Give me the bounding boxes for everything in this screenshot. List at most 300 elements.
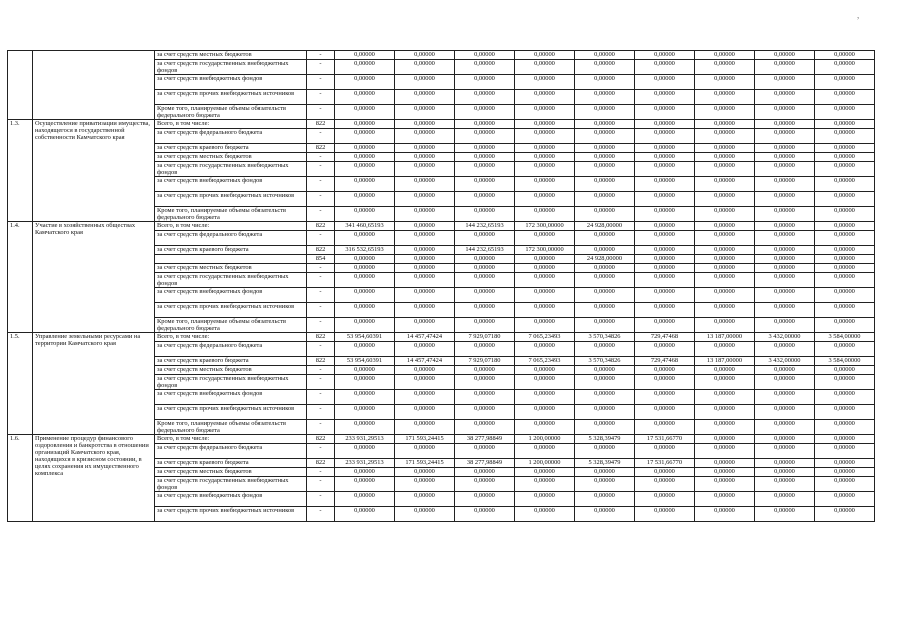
- amount-cell: 0,00000: [815, 492, 875, 507]
- budget-code: 822: [307, 435, 335, 444]
- amount-cell: 0,00000: [755, 120, 815, 129]
- amount-cell: 0,00000: [455, 207, 515, 222]
- amount-cell: 0,00000: [635, 207, 695, 222]
- amount-cell: 17 531,66770: [635, 435, 695, 444]
- amount-cell: 0,00000: [395, 288, 455, 303]
- amount-cell: 0,00000: [455, 192, 515, 207]
- budget-code: -: [307, 492, 335, 507]
- amount-cell: 0,00000: [815, 192, 875, 207]
- budget-code: -: [307, 507, 335, 522]
- budget-code: -: [307, 105, 335, 120]
- amount-cell: 0,00000: [635, 162, 695, 177]
- amount-cell: 0,00000: [515, 51, 575, 60]
- amount-cell: 0,00000: [335, 264, 395, 273]
- amount-cell: 0,00000: [455, 366, 515, 375]
- amount-cell: 0,00000: [755, 51, 815, 60]
- amount-cell: 0,00000: [575, 105, 635, 120]
- funding-source-label: за счет средств прочих внебюджетных источников: [155, 507, 307, 522]
- amount-cell: 0,00000: [335, 105, 395, 120]
- budget-code: -: [307, 468, 335, 477]
- funding-source-label: Всего, в том числе:: [155, 222, 307, 231]
- amount-cell: 0,00000: [815, 444, 875, 459]
- amount-cell: 0,00000: [395, 318, 455, 333]
- amount-cell: 0,00000: [695, 477, 755, 492]
- amount-cell: 0,00000: [695, 507, 755, 522]
- amount-cell: 0,00000: [815, 435, 875, 444]
- amount-cell: 0,00000: [575, 153, 635, 162]
- amount-cell: 0,00000: [815, 273, 875, 288]
- amount-cell: 0,00000: [335, 303, 395, 318]
- amount-cell: 0,00000: [335, 144, 395, 153]
- budget-code: -: [307, 342, 335, 357]
- amount-cell: 0,00000: [755, 90, 815, 105]
- amount-cell: 0,00000: [575, 90, 635, 105]
- budget-code: -: [307, 51, 335, 60]
- amount-cell: 0,00000: [395, 303, 455, 318]
- amount-cell: 0,00000: [335, 90, 395, 105]
- budget-code: -: [307, 264, 335, 273]
- amount-cell: 0,00000: [395, 120, 455, 129]
- amount-cell: 0,00000: [635, 318, 695, 333]
- amount-cell: 0,00000: [755, 468, 815, 477]
- funding-source-label: за счет средств местных бюджетов: [155, 51, 307, 60]
- amount-cell: 0,00000: [395, 129, 455, 144]
- amount-cell: 0,00000: [575, 192, 635, 207]
- amount-cell: 0,00000: [815, 162, 875, 177]
- amount-cell: 0,00000: [815, 264, 875, 273]
- amount-cell: 0,00000: [335, 273, 395, 288]
- amount-cell: 0,00000: [755, 444, 815, 459]
- budget-code: -: [307, 420, 335, 435]
- amount-cell: 0,00000: [515, 75, 575, 90]
- funding-source-label: за счет средств внебюджетных фондов: [155, 288, 307, 303]
- amount-cell: 0,00000: [395, 90, 455, 105]
- amount-cell: 172 300,00000: [515, 222, 575, 231]
- amount-cell: 0,00000: [515, 420, 575, 435]
- amount-cell: 0,00000: [815, 342, 875, 357]
- amount-cell: 0,00000: [755, 231, 815, 246]
- amount-cell: 0,00000: [635, 153, 695, 162]
- amount-cell: 0,00000: [335, 366, 395, 375]
- amount-cell: 0,00000: [395, 264, 455, 273]
- amount-cell: 0,00000: [755, 75, 815, 90]
- amount-cell: 0,00000: [395, 51, 455, 60]
- amount-cell: 0,00000: [335, 444, 395, 459]
- amount-cell: 0,00000: [335, 255, 395, 264]
- amount-cell: 0,00000: [575, 129, 635, 144]
- amount-cell: 0,00000: [695, 288, 755, 303]
- amount-cell: 0,00000: [815, 144, 875, 153]
- amount-cell: 0,00000: [815, 246, 875, 255]
- amount-cell: 7 065,23493: [515, 333, 575, 342]
- amount-cell: 0,00000: [635, 222, 695, 231]
- amount-cell: 0,00000: [815, 288, 875, 303]
- section-number: 1.6.: [8, 435, 33, 522]
- amount-cell: 0,00000: [755, 177, 815, 192]
- amount-cell: 0,00000: [695, 162, 755, 177]
- amount-cell: 0,00000: [455, 255, 515, 264]
- amount-cell: 0,00000: [575, 390, 635, 405]
- amount-cell: 0,00000: [815, 459, 875, 468]
- amount-cell: 0,00000: [515, 162, 575, 177]
- amount-cell: 0,00000: [575, 264, 635, 273]
- amount-cell: 0,00000: [815, 375, 875, 390]
- amount-cell: 0,00000: [695, 375, 755, 390]
- budget-code: -: [307, 162, 335, 177]
- amount-cell: 0,00000: [695, 75, 755, 90]
- amount-cell: 0,00000: [395, 390, 455, 405]
- amount-cell: 0,00000: [455, 444, 515, 459]
- amount-cell: 0,00000: [815, 255, 875, 264]
- amount-cell: 0,00000: [635, 366, 695, 375]
- budget-code: -: [307, 303, 335, 318]
- amount-cell: 0,00000: [755, 207, 815, 222]
- amount-cell: 0,00000: [395, 192, 455, 207]
- amount-cell: 0,00000: [695, 318, 755, 333]
- budget-code: -: [307, 192, 335, 207]
- amount-cell: 0,00000: [575, 405, 635, 420]
- budget-code: -: [307, 444, 335, 459]
- amount-cell: 0,00000: [755, 507, 815, 522]
- funding-source-label: за счет средств государственных внебюджетных фондов: [155, 60, 307, 75]
- budget-code: -: [307, 273, 335, 288]
- amount-cell: 0,00000: [695, 420, 755, 435]
- amount-cell: 0,00000: [515, 477, 575, 492]
- funding-source-label: за счет средств внебюджетных фондов: [155, 75, 307, 90]
- funding-source-label: за счет средств федерального бюджета: [155, 444, 307, 459]
- funding-source-label: за счет средств федерального бюджета: [155, 231, 307, 246]
- funding-source-label: за счет средств местных бюджетов: [155, 468, 307, 477]
- amount-cell: 0,00000: [635, 303, 695, 318]
- amount-cell: 0,00000: [455, 90, 515, 105]
- amount-cell: 0,00000: [395, 405, 455, 420]
- amount-cell: 0,00000: [575, 273, 635, 288]
- amount-cell: 0,00000: [755, 318, 815, 333]
- amount-cell: 0,00000: [695, 273, 755, 288]
- amount-cell: 0,00000: [695, 405, 755, 420]
- amount-cell: 0,00000: [635, 129, 695, 144]
- amount-cell: 0,00000: [695, 231, 755, 246]
- section-number: 1.5.: [8, 333, 33, 435]
- amount-cell: 0,00000: [755, 153, 815, 162]
- amount-cell: 0,00000: [755, 192, 815, 207]
- amount-cell: 0,00000: [455, 231, 515, 246]
- amount-cell: 0,00000: [395, 444, 455, 459]
- amount-cell: 0,00000: [755, 105, 815, 120]
- amount-cell: 0,00000: [755, 492, 815, 507]
- amount-cell: 0,00000: [815, 177, 875, 192]
- amount-cell: 0,00000: [635, 420, 695, 435]
- amount-cell: 729,47468: [635, 357, 695, 366]
- amount-cell: 0,00000: [335, 231, 395, 246]
- amount-cell: 0,00000: [755, 264, 815, 273]
- budget-code: 854: [307, 255, 335, 264]
- amount-cell: 0,00000: [815, 507, 875, 522]
- amount-cell: 0,00000: [515, 120, 575, 129]
- budget-code: -: [307, 129, 335, 144]
- budget-table-body: [8, 51, 875, 522]
- amount-cell: 0,00000: [455, 342, 515, 357]
- program-name: [33, 51, 155, 120]
- amount-cell: 0,00000: [755, 420, 815, 435]
- amount-cell: 0,00000: [695, 129, 755, 144]
- amount-cell: 0,00000: [635, 507, 695, 522]
- amount-cell: 0,00000: [515, 288, 575, 303]
- amount-cell: 0,00000: [815, 477, 875, 492]
- amount-cell: 0,00000: [515, 492, 575, 507]
- amount-cell: 0,00000: [635, 246, 695, 255]
- amount-cell: 0,00000: [395, 342, 455, 357]
- amount-cell: 7 929,07180: [455, 357, 515, 366]
- amount-cell: 0,00000: [695, 60, 755, 75]
- amount-cell: 0,00000: [575, 207, 635, 222]
- amount-cell: 0,00000: [695, 255, 755, 264]
- amount-cell: 0,00000: [815, 318, 875, 333]
- amount-cell: 0,00000: [515, 342, 575, 357]
- table-row: [8, 222, 875, 231]
- amount-cell: 0,00000: [455, 492, 515, 507]
- amount-cell: 0,00000: [695, 207, 755, 222]
- amount-cell: 0,00000: [515, 192, 575, 207]
- amount-cell: 0,00000: [455, 468, 515, 477]
- amount-cell: 0,00000: [335, 162, 395, 177]
- budget-code: 822: [307, 120, 335, 129]
- amount-cell: 0,00000: [695, 144, 755, 153]
- section-number: 1.3.: [8, 120, 33, 222]
- amount-cell: 0,00000: [455, 105, 515, 120]
- amount-cell: 0,00000: [635, 342, 695, 357]
- amount-cell: 0,00000: [455, 51, 515, 60]
- amount-cell: 0,00000: [455, 60, 515, 75]
- amount-cell: 0,00000: [335, 318, 395, 333]
- amount-cell: 0,00000: [335, 60, 395, 75]
- amount-cell: 0,00000: [395, 177, 455, 192]
- amount-cell: 0,00000: [395, 144, 455, 153]
- amount-cell: 0,00000: [335, 120, 395, 129]
- amount-cell: 316 532,65193: [335, 246, 395, 255]
- amount-cell: 0,00000: [455, 75, 515, 90]
- amount-cell: 0,00000: [455, 153, 515, 162]
- budget-table: [7, 50, 875, 522]
- amount-cell: 0,00000: [515, 207, 575, 222]
- amount-cell: 0,00000: [755, 459, 815, 468]
- amount-cell: 0,00000: [815, 366, 875, 375]
- amount-cell: 0,00000: [395, 468, 455, 477]
- funding-source-label: за счет средств краевого бюджета: [155, 459, 307, 468]
- amount-cell: 0,00000: [395, 153, 455, 162]
- amount-cell: 0,00000: [815, 90, 875, 105]
- program-name: Управление земельными ресурсами на территории Камчатского края: [33, 333, 155, 435]
- amount-cell: 0,00000: [755, 303, 815, 318]
- funding-source-label: за счет средств краевого бюджета: [155, 357, 307, 366]
- amount-cell: 0,00000: [335, 342, 395, 357]
- amount-cell: 0,00000: [635, 492, 695, 507]
- amount-cell: 0,00000: [635, 444, 695, 459]
- amount-cell: 0,00000: [635, 231, 695, 246]
- funding-source-label: Всего, в том числе:: [155, 120, 307, 129]
- amount-cell: 0,00000: [815, 405, 875, 420]
- funding-source-label: за счет средств государственных внебюджетных фондов: [155, 273, 307, 288]
- amount-cell: 53 954,60391: [335, 333, 395, 342]
- amount-cell: 0,00000: [695, 246, 755, 255]
- amount-cell: 0,00000: [575, 51, 635, 60]
- amount-cell: 0,00000: [455, 162, 515, 177]
- amount-cell: 0,00000: [335, 207, 395, 222]
- amount-cell: 0,00000: [515, 303, 575, 318]
- amount-cell: 172 300,00000: [515, 246, 575, 255]
- amount-cell: 7 065,23493: [515, 357, 575, 366]
- table-row: [8, 333, 875, 342]
- amount-cell: 0,00000: [695, 192, 755, 207]
- amount-cell: 0,00000: [635, 144, 695, 153]
- amount-cell: 14 457,47424: [395, 333, 455, 342]
- amount-cell: 0,00000: [635, 375, 695, 390]
- funding-source-label: за счет средств местных бюджетов: [155, 153, 307, 162]
- amount-cell: 0,00000: [635, 120, 695, 129]
- amount-cell: 0,00000: [395, 492, 455, 507]
- amount-cell: 0,00000: [335, 492, 395, 507]
- amount-cell: 0,00000: [695, 492, 755, 507]
- funding-source-label: за счет средств федерального бюджета: [155, 342, 307, 357]
- section-number: 1.4.: [8, 222, 33, 333]
- amount-cell: 0,00000: [575, 468, 635, 477]
- amount-cell: 0,00000: [695, 366, 755, 375]
- amount-cell: 17 531,66770: [635, 459, 695, 468]
- amount-cell: 7 929,07180: [455, 333, 515, 342]
- funding-source-label: Кроме того, планируемые объемы обязательств федерального бюджета: [155, 318, 307, 333]
- amount-cell: 0,00000: [395, 477, 455, 492]
- amount-cell: 0,00000: [455, 288, 515, 303]
- funding-source-label: за счет средств государственных внебюджетных фондов: [155, 375, 307, 390]
- amount-cell: 0,00000: [695, 105, 755, 120]
- amount-cell: 0,00000: [635, 477, 695, 492]
- amount-cell: 0,00000: [515, 144, 575, 153]
- budget-code: -: [307, 90, 335, 105]
- funding-source-label: за счет средств внебюджетных фондов: [155, 390, 307, 405]
- amount-cell: 0,00000: [635, 288, 695, 303]
- amount-cell: 3 584,00000: [815, 333, 875, 342]
- amount-cell: 0,00000: [515, 468, 575, 477]
- funding-source-label: за счет средств прочих внебюджетных источников: [155, 192, 307, 207]
- amount-cell: 13 187,00000: [695, 357, 755, 366]
- budget-code: -: [307, 405, 335, 420]
- amount-cell: 0,00000: [755, 405, 815, 420]
- amount-cell: 0,00000: [455, 264, 515, 273]
- amount-cell: 0,00000: [455, 273, 515, 288]
- amount-cell: 0,00000: [695, 390, 755, 405]
- amount-cell: 0,00000: [335, 405, 395, 420]
- amount-cell: 0,00000: [635, 390, 695, 405]
- budget-code: 822: [307, 246, 335, 255]
- budget-code: -: [307, 177, 335, 192]
- amount-cell: 0,00000: [395, 420, 455, 435]
- amount-cell: 0,00000: [335, 177, 395, 192]
- program-name: Участие в хозяйственных обществах Камчатского края: [33, 222, 155, 333]
- amount-cell: 0,00000: [515, 105, 575, 120]
- amount-cell: 0,00000: [515, 255, 575, 264]
- amount-cell: 0,00000: [515, 507, 575, 522]
- section-number: [8, 51, 33, 120]
- funding-source-label: за счет средств местных бюджетов: [155, 264, 307, 273]
- amount-cell: 0,00000: [815, 153, 875, 162]
- amount-cell: 0,00000: [635, 51, 695, 60]
- amount-cell: 0,00000: [755, 162, 815, 177]
- amount-cell: 1 200,00000: [515, 459, 575, 468]
- amount-cell: 0,00000: [335, 129, 395, 144]
- amount-cell: 0,00000: [575, 342, 635, 357]
- amount-cell: 5 328,39479: [575, 435, 635, 444]
- funding-source-label: за счет средств внебюджетных фондов: [155, 492, 307, 507]
- amount-cell: 0,00000: [815, 420, 875, 435]
- amount-cell: 0,00000: [755, 222, 815, 231]
- table-row: [8, 51, 875, 60]
- funding-source-label: за счет средств прочих внебюджетных источников: [155, 303, 307, 318]
- amount-cell: 0,00000: [755, 390, 815, 405]
- amount-cell: 0,00000: [695, 153, 755, 162]
- amount-cell: 0,00000: [815, 120, 875, 129]
- amount-cell: 0,00000: [515, 129, 575, 144]
- amount-cell: 3 570,34826: [575, 357, 635, 366]
- amount-cell: 0,00000: [455, 318, 515, 333]
- amount-cell: 0,00000: [395, 222, 455, 231]
- amount-cell: 0,00000: [575, 420, 635, 435]
- amount-cell: 0,00000: [575, 507, 635, 522]
- amount-cell: 0,00000: [815, 75, 875, 90]
- amount-cell: 0,00000: [755, 366, 815, 375]
- amount-cell: 0,00000: [335, 51, 395, 60]
- amount-cell: 0,00000: [455, 390, 515, 405]
- amount-cell: 0,00000: [515, 153, 575, 162]
- amount-cell: 0,00000: [815, 222, 875, 231]
- amount-cell: 0,00000: [635, 468, 695, 477]
- amount-cell: 0,00000: [695, 90, 755, 105]
- amount-cell: 0,00000: [455, 405, 515, 420]
- amount-cell: 0,00000: [755, 435, 815, 444]
- amount-cell: 0,00000: [335, 507, 395, 522]
- amount-cell: 0,00000: [335, 288, 395, 303]
- amount-cell: 0,00000: [755, 60, 815, 75]
- budget-code: -: [307, 75, 335, 90]
- amount-cell: 3 432,00000: [755, 333, 815, 342]
- amount-cell: 233 931,29513: [335, 459, 395, 468]
- funding-source-label: Всего, в том числе:: [155, 333, 307, 342]
- amount-cell: 0,00000: [395, 75, 455, 90]
- funding-source-label: за счет средств федерального бюджета: [155, 129, 307, 144]
- amount-cell: 0,00000: [575, 288, 635, 303]
- amount-cell: 0,00000: [575, 231, 635, 246]
- amount-cell: 233 931,29513: [335, 435, 395, 444]
- amount-cell: 0,00000: [395, 273, 455, 288]
- budget-code: -: [307, 390, 335, 405]
- amount-cell: 0,00000: [815, 390, 875, 405]
- amount-cell: 0,00000: [815, 468, 875, 477]
- budget-code: 822: [307, 333, 335, 342]
- amount-cell: 0,00000: [755, 477, 815, 492]
- budget-code: -: [307, 60, 335, 75]
- budget-code: -: [307, 477, 335, 492]
- funding-source-label: Кроме того, планируемые объемы обязательств федерального бюджета: [155, 420, 307, 435]
- amount-cell: 0,00000: [695, 51, 755, 60]
- amount-cell: 24 928,00000: [575, 222, 635, 231]
- amount-cell: 0,00000: [455, 120, 515, 129]
- table-row: [8, 120, 875, 129]
- budget-code: -: [307, 375, 335, 390]
- amount-cell: 0,00000: [395, 207, 455, 222]
- amount-cell: 0,00000: [815, 207, 875, 222]
- amount-cell: 0,00000: [695, 303, 755, 318]
- amount-cell: 0,00000: [635, 177, 695, 192]
- amount-cell: 0,00000: [815, 129, 875, 144]
